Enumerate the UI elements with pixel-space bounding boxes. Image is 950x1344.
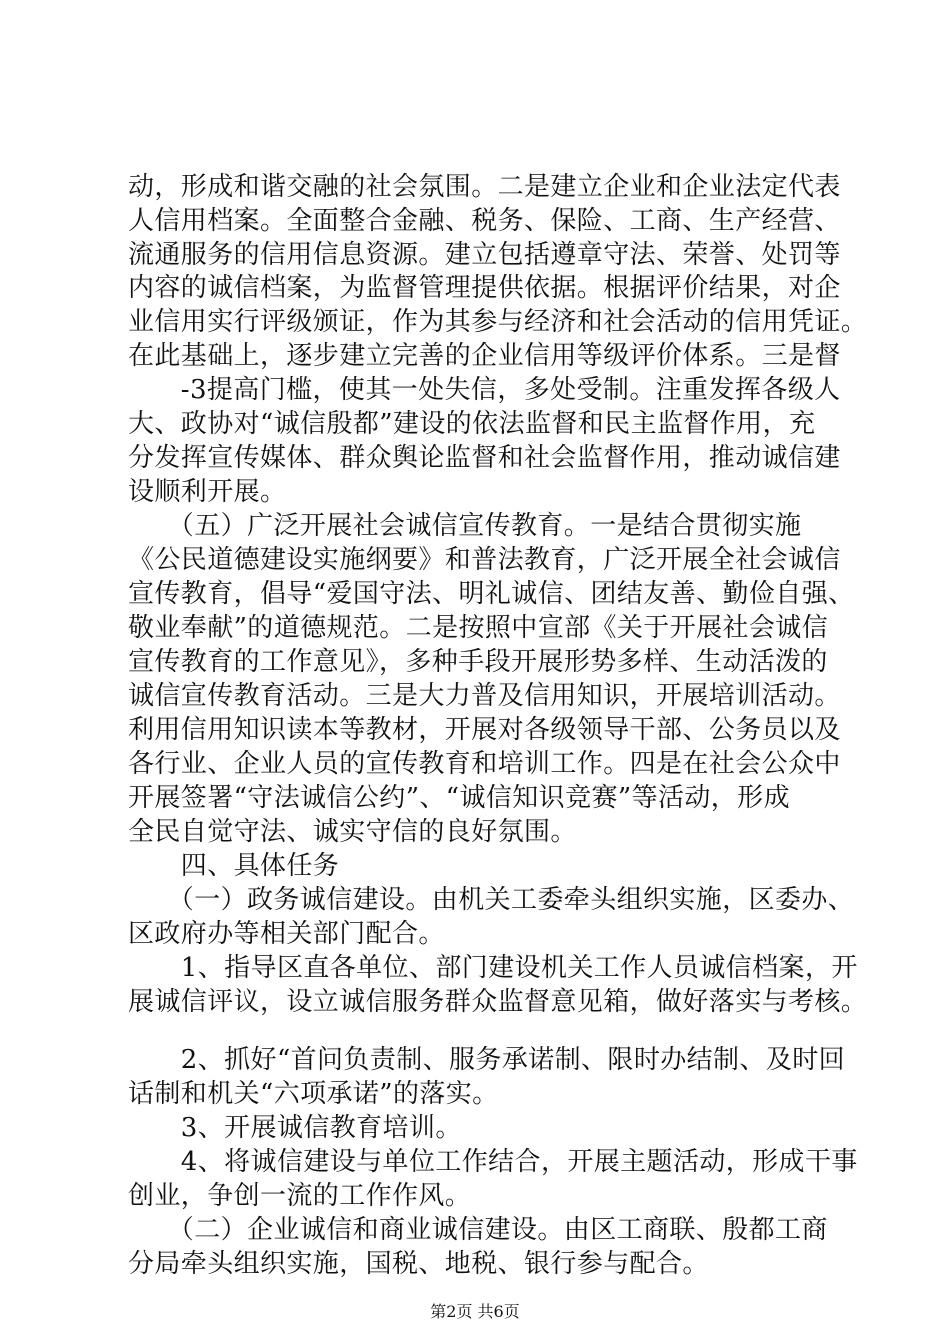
text-line: 4、将诚信建设与单位工作结合，开展主题活动，形成干事: [128, 1147, 858, 1177]
text-line: 敬业奉献”的道德规范。二是按照中宣部《关于开展社会诚信: [128, 613, 829, 643]
text-line: 各行业、企业人员的宣传教育和培训工作。四是在社会公众中: [128, 749, 841, 779]
text-line: 流通服务的信用信息资源。建立包括遵章守法、荣誉、处罚等: [128, 240, 841, 270]
text-line: （一）政务诚信建设。由机关工委牵头组织实施，区委办、: [128, 885, 855, 915]
text-line: （二）企业诚信和商业诚信建设。由区工商联、殷都工商: [128, 1215, 828, 1245]
text-line: 诚信宣传教育活动。三是大力普及信用知识，开展培训活动。: [128, 681, 841, 711]
text-line: 设顺利开展。: [128, 477, 287, 507]
text-line: 宣传教育，倡导“爱国守法、明礼诚信、团结友善、勤俭自强、: [128, 579, 855, 609]
text-line: -3提高门槛，使其一处失信，多处受制。注重发挥各级人: [128, 375, 841, 405]
text-line: 2、抓好“首问负责制、服务承诺制、限时办结制、及时回: [128, 1045, 846, 1075]
text-line: 全民自觉守法、诚实守信的良好氛围。: [128, 817, 577, 847]
text-line: 分发挥宣传媒体、群众舆论监督和社会监督作用，推动诚信建: [128, 443, 841, 473]
text-line: 分局牵头组织实施，国税、地税、银行参与配合。: [128, 1249, 709, 1279]
text-line: 业信用实行评级颁证，作为其参与经济和社会活动的信用凭证。: [128, 307, 868, 337]
text-line: 大、政协对“诚信殷都”建设的依法监督和民主监督作用，充: [128, 409, 816, 439]
text-line: 3、开展诚信教育培训。: [128, 1113, 462, 1143]
text-line: 创业，争创一流的工作作风。: [128, 1181, 472, 1211]
page-number: 第2页 共6页: [430, 1302, 520, 1321]
text-line: 在此基础上，逐步建立完善的企业信用等级评价体系。三是督: [128, 341, 841, 371]
text-line: 宣传教育的工作意见》，多种手段开展形势多样、生动活泼的: [128, 647, 828, 677]
text-line: 展诚信评议，设立诚信服务群众监督意见箱，做好落实与考核。: [128, 987, 868, 1017]
text-line: 《公民道德建设实施纲要》和普法教育，广泛开展全社会诚信: [128, 545, 841, 575]
section-heading: 四、具体任务: [128, 851, 340, 881]
text-line: 1、指导区直各单位、部门建设机关工作人员诚信档案，开: [128, 953, 858, 983]
text-line: 内容的诚信档案，为监督管理提供依据。根据评价结果，对企: [128, 273, 841, 303]
text-line: （五）广泛开展社会诚信宣传教育。一是结合贯彻实施: [128, 511, 802, 541]
text-line: 话制和机关“六项承诺”的落实。: [128, 1079, 499, 1109]
text-line: 人信用档案。全面整合金融、税务、保险、工商、生产经营、: [128, 206, 841, 236]
text-line: 开展签署“守法诚信公约”、“诚信知识竞赛”等活动，形成: [128, 783, 790, 813]
text-line: 区政府办等相关部门配合。: [128, 919, 445, 949]
text-line: 利用信用知识读本等教材，开展对各级领导干部、公务员以及: [128, 715, 841, 745]
text-line: 动，形成和谐交融的社会氛围。二是建立企业和企业法定代表: [128, 172, 841, 202]
